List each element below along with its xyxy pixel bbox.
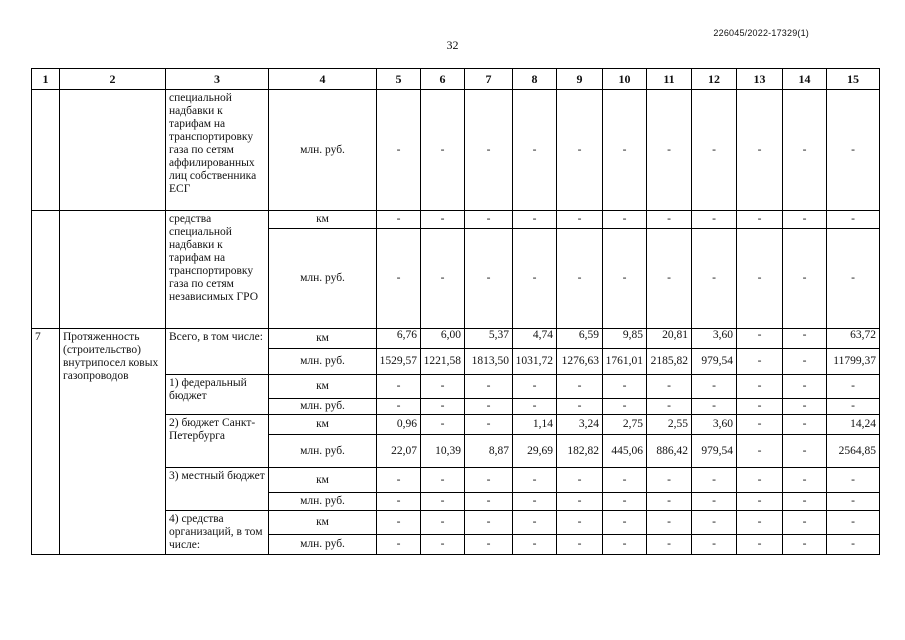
value-cell: - [783, 415, 827, 435]
value-cell: - [377, 211, 421, 229]
header-cell: 13 [737, 69, 783, 90]
value-cell: 979,54 [692, 435, 737, 468]
value-cell: - [827, 511, 880, 535]
header-cell: 9 [557, 69, 603, 90]
value-cell: - [377, 511, 421, 535]
value-cell: - [827, 375, 880, 399]
value-cell: - [692, 229, 737, 329]
header-cell: 2 [60, 69, 166, 90]
value-cell: - [465, 229, 513, 329]
value-cell: - [737, 468, 783, 493]
value-cell: - [692, 511, 737, 535]
value-cell: - [465, 511, 513, 535]
value-cell: - [692, 493, 737, 511]
value-cell: - [647, 90, 692, 211]
value-cell: 1,14 [513, 415, 557, 435]
item-name: Протяженность (строительство) внутрипосел ковых газопроводов [60, 329, 166, 555]
value-cell: 14,24 [827, 415, 880, 435]
value-cell: - [513, 468, 557, 493]
header-cell: 14 [783, 69, 827, 90]
value-cell: 8,87 [465, 435, 513, 468]
value-cell: - [783, 211, 827, 229]
value-cell: - [647, 511, 692, 535]
group-label: 2) бюджет Санкт-Петербурга [166, 415, 269, 468]
value-cell: - [737, 535, 783, 555]
value-cell: - [465, 493, 513, 511]
value-cell: - [557, 511, 603, 535]
value-cell: 2564,85 [827, 435, 880, 468]
unit-cell: км [269, 511, 377, 535]
value-cell: - [421, 468, 465, 493]
value-cell: 1761,01 [603, 349, 647, 375]
value-cell: - [737, 435, 783, 468]
header-cell: 1 [32, 69, 60, 90]
value-cell: - [557, 211, 603, 229]
value-cell: - [647, 229, 692, 329]
value-cell: - [421, 535, 465, 555]
value-cell: 1031,72 [513, 349, 557, 375]
value-cell: - [603, 399, 647, 415]
unit-cell: млн. руб. [269, 435, 377, 468]
table-row [32, 329, 880, 349]
unit-cell: км [269, 375, 377, 399]
value-cell: - [513, 229, 557, 329]
value-cell: - [737, 511, 783, 535]
header-cell: 11 [647, 69, 692, 90]
value-cell: - [737, 399, 783, 415]
value-cell: - [421, 229, 465, 329]
value-cell: - [783, 349, 827, 375]
value-cell: - [737, 329, 783, 349]
value-cell: - [465, 375, 513, 399]
value-cell: - [737, 229, 783, 329]
value-cell: 2185,82 [647, 349, 692, 375]
value-cell: - [513, 511, 557, 535]
group-label: 1) федеральный бюджет [166, 375, 269, 415]
value-cell: 6,00 [421, 329, 465, 349]
value-cell: - [465, 211, 513, 229]
value-cell: - [557, 535, 603, 555]
header-cell: 10 [603, 69, 647, 90]
unit-cell: млн. руб. [269, 493, 377, 511]
value-cell: - [692, 399, 737, 415]
value-cell: - [557, 375, 603, 399]
value-cell: - [377, 375, 421, 399]
value-cell: - [557, 468, 603, 493]
value-cell: - [692, 375, 737, 399]
value-cell: - [421, 511, 465, 535]
value-cell: 10,39 [421, 435, 465, 468]
unit-cell: млн. руб. [269, 349, 377, 375]
header-cell: 8 [513, 69, 557, 90]
value-cell: - [737, 415, 783, 435]
value-cell: - [421, 375, 465, 399]
value-cell: - [557, 399, 603, 415]
value-cell: 3,60 [692, 415, 737, 435]
value-cell: - [827, 399, 880, 415]
value-cell: - [827, 229, 880, 329]
value-cell: - [603, 468, 647, 493]
value-cell: - [603, 493, 647, 511]
value-cell: 4,74 [513, 329, 557, 349]
value-cell: - [465, 468, 513, 493]
value-cell: - [513, 375, 557, 399]
header-cell: 3 [166, 69, 269, 90]
value-cell: - [421, 493, 465, 511]
value-cell: - [421, 90, 465, 211]
value-cell: - [737, 375, 783, 399]
value-cell: 11799,37 [827, 349, 880, 375]
value-cell: - [783, 468, 827, 493]
value-cell: 20,81 [647, 329, 692, 349]
value-cell: 0,96 [377, 415, 421, 435]
value-cell: 886,42 [647, 435, 692, 468]
value-cell: 3,24 [557, 415, 603, 435]
value-cell: - [421, 399, 465, 415]
value-cell: - [827, 535, 880, 555]
value-cell: - [513, 211, 557, 229]
value-cell: 6,59 [557, 329, 603, 349]
unit-cell: км [269, 211, 377, 229]
value-cell: - [647, 399, 692, 415]
value-cell: - [737, 493, 783, 511]
value-cell: - [827, 211, 880, 229]
value-cell: - [465, 399, 513, 415]
value-cell: 9,85 [603, 329, 647, 349]
header-cell: 4 [269, 69, 377, 90]
value-cell: 979,54 [692, 349, 737, 375]
data-table [31, 68, 880, 555]
value-cell: - [783, 329, 827, 349]
value-cell: - [603, 211, 647, 229]
header-cell: 12 [692, 69, 737, 90]
value-cell: - [783, 399, 827, 415]
header-cell: 15 [827, 69, 880, 90]
value-cell: - [377, 90, 421, 211]
value-cell: - [377, 229, 421, 329]
value-cell: 63,72 [827, 329, 880, 349]
empty-cell [32, 90, 60, 211]
value-cell: - [647, 493, 692, 511]
value-cell: - [827, 493, 880, 511]
unit-cell: км [269, 329, 377, 349]
value-cell: - [377, 399, 421, 415]
unit-cell: млн. руб. [269, 90, 377, 211]
unit-cell: млн. руб. [269, 229, 377, 329]
value-cell: - [377, 468, 421, 493]
value-cell: 6,76 [377, 329, 421, 349]
item-description: специальной надбавки к тарифам на транспортировку газа по сетям аффилированных лиц собственника ЕСГ [166, 90, 269, 211]
value-cell: 1221,58 [421, 349, 465, 375]
header-row [32, 69, 880, 90]
value-cell: - [783, 90, 827, 211]
header-cell: 6 [421, 69, 465, 90]
value-cell: - [783, 493, 827, 511]
value-cell: 5,37 [465, 329, 513, 349]
value-cell: - [783, 375, 827, 399]
empty-cell [32, 211, 60, 329]
table-row [32, 211, 880, 229]
value-cell: - [603, 90, 647, 211]
document-id: 226045/2022-17329(1) [713, 28, 809, 38]
value-cell: - [783, 511, 827, 535]
value-cell: - [737, 349, 783, 375]
header-cell: 5 [377, 69, 421, 90]
value-cell: - [737, 90, 783, 211]
unit-cell: млн. руб. [269, 399, 377, 415]
value-cell: - [513, 399, 557, 415]
unit-cell: млн. руб. [269, 535, 377, 555]
value-cell: - [603, 375, 647, 399]
value-cell: - [692, 468, 737, 493]
value-cell: 22,07 [377, 435, 421, 468]
value-cell: - [421, 211, 465, 229]
value-cell: - [421, 415, 465, 435]
value-cell: - [783, 435, 827, 468]
value-cell: - [827, 468, 880, 493]
value-cell: - [513, 493, 557, 511]
value-cell: - [783, 229, 827, 329]
value-cell: - [465, 90, 513, 211]
value-cell: - [465, 535, 513, 555]
value-cell: 3,60 [692, 329, 737, 349]
value-cell: - [827, 90, 880, 211]
value-cell: 1813,50 [465, 349, 513, 375]
group-label: 4) средства организаций, в том числе: [166, 511, 269, 555]
value-cell: - [783, 535, 827, 555]
table-row [32, 90, 880, 211]
value-cell: - [737, 211, 783, 229]
page-number: 32 [446, 38, 459, 52]
value-cell: - [692, 535, 737, 555]
value-cell: - [692, 211, 737, 229]
value-cell: - [603, 535, 647, 555]
value-cell: 445,06 [603, 435, 647, 468]
empty-cell [60, 90, 166, 211]
value-cell: - [647, 211, 692, 229]
empty-cell [60, 211, 166, 329]
item-description: средства специальной надбавки к тарифам на транспортировку газа по сетям независимых ГРО [166, 211, 269, 329]
value-cell: - [603, 229, 647, 329]
group-label: 3) местный бюджет [166, 468, 269, 511]
value-cell: - [692, 90, 737, 211]
value-cell: - [377, 535, 421, 555]
value-cell: 2,55 [647, 415, 692, 435]
value-cell: 1529,57 [377, 349, 421, 375]
value-cell: - [557, 493, 603, 511]
value-cell: - [647, 468, 692, 493]
value-cell: 1276,63 [557, 349, 603, 375]
value-cell: - [647, 375, 692, 399]
header-cell: 7 [465, 69, 513, 90]
value-cell: 2,75 [603, 415, 647, 435]
value-cell: - [377, 493, 421, 511]
value-cell: - [465, 415, 513, 435]
value-cell: 29,69 [513, 435, 557, 468]
group-label: Всего, в том числе: [166, 329, 269, 375]
value-cell: 182,82 [557, 435, 603, 468]
item-number: 7 [32, 329, 60, 555]
unit-cell: км [269, 468, 377, 493]
value-cell: - [513, 535, 557, 555]
unit-cell: км [269, 415, 377, 435]
value-cell: - [647, 535, 692, 555]
value-cell: - [513, 90, 557, 211]
value-cell: - [557, 229, 603, 329]
value-cell: - [557, 90, 603, 211]
value-cell: - [603, 511, 647, 535]
